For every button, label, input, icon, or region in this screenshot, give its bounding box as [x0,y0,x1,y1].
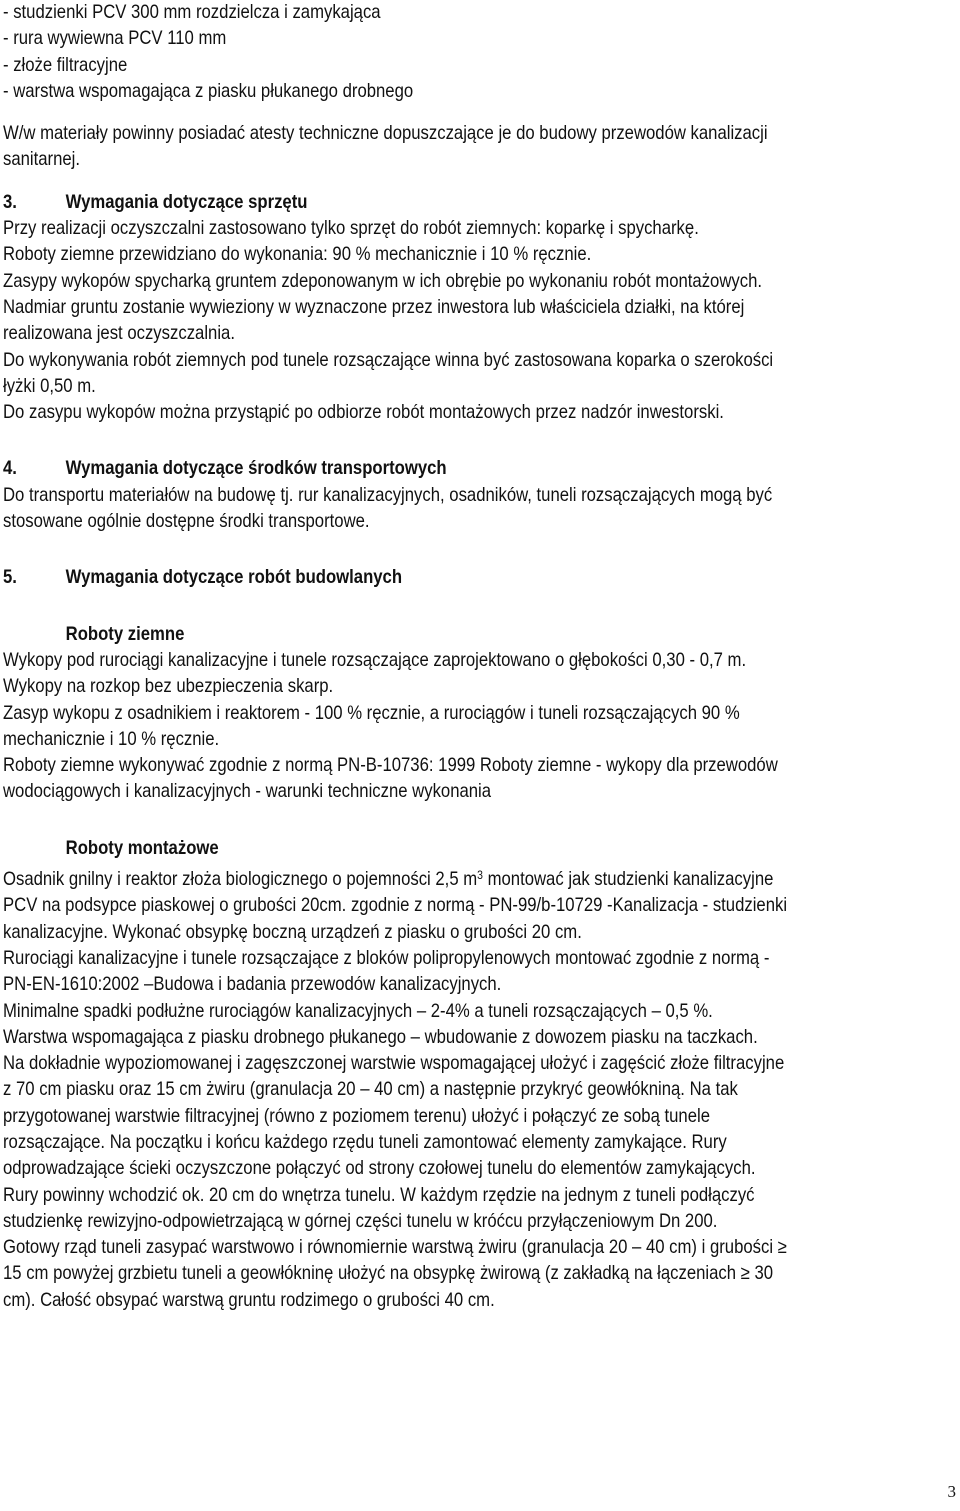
paragraph-line: PCV na podsypce piaskowej o grubości 20cm. zgodnie z normą - PN-99/b-10729 -Kanalizacja - studzienki [3,895,788,917]
paragraph-line: Zasyp wykopu z osadnikiem i reaktorem - 100 % ręcznie, a rurociągów i tuneli rozsączających 90 % [3,702,740,724]
paragraph-line: W/w materiały powinny posiadać atesty techniczne dopuszczające je do budowy przewodów kanalizacji [3,123,768,145]
subsection-title: Roboty ziemne [65,623,185,645]
paragraph-line: cm). Całość obsypać warstwą gruntu rodzimego o grubości 40 cm. [3,1289,495,1311]
text-span: Osadnik gnilny i reaktor złoża biologicznego o pojemności 2,5 m [3,869,478,891]
paragraph-line: Do zasypu wykopów można przystąpić po odbiorze robót montażowych przez nadzór inwestorski. [3,402,724,424]
document-page [3,0,948,1314]
paragraph-line: Warstwa wspomagająca z piasku drobnego płukanego – wbudowanie z dowozem piasku na taczkach. [3,1026,758,1048]
list-item: - studzienki PCV 300 mm rozdzielcza i zamykająca [3,2,381,23]
section-heading [3,565,825,591]
paragraph-line: realizowana jest oczyszczalnia. [3,323,235,345]
section-5 [3,565,948,1314]
section-4 [3,456,948,535]
section-number: 4. [3,458,17,480]
paragraph-line: Wykopy pod rurociągi kanalizacyjne i tunele rozsączające zaprojektowano o głębokości 0,30 - 0,7 m. [3,649,747,671]
paragraph-line: rozsączające. Na początku i końcu każdego rzędu tuneli zamontować elementy zamykające. Rury [3,1131,727,1153]
paragraph-line: Przy realizacji oczyszczalni zastosowano tylko sprzęt do robót ziemnych: koparkę i spycharkę. [3,218,699,240]
paragraph-line: Do wykonywania robót ziemnych pod tunele rozsączające winna być zastosowana koparka o szerokości [3,349,774,371]
page-number: 3 [947,1482,956,1501]
list-item: - rura wywiewna PCV 110 mm [3,28,227,50]
paragraph-line: Minimalne spadki podłużne rurociągów kanalizacyjnych – 2-4% a tuneli rozsączających – 0,5 %. [3,1000,713,1022]
paragraph-line: Roboty ziemne przewidziano do wykonania: 90 % mechanicznie i 10 % ręcznie. [3,244,592,266]
paragraph-line: przygotowanej warstwie filtracyjnej (równo z poziomem terenu) ułożyć i połączyć ze sobą tunele [3,1105,710,1127]
material-list [3,0,948,105]
section-title: Wymagania dotyczące robót budowlanych [65,567,403,589]
section-heading [3,190,825,216]
section-title: Wymagania dotyczące środków transportowych [65,458,447,480]
section-number: 3. [3,191,17,213]
paragraph-line: PN-EN-1610:2002 –Budowa i badania przewodów kanalizacyjnych. [3,974,502,996]
paragraph-line: odprowadzające ścieki oczyszczone połączyć od strony czołowej tunelu do elementów zamykających. [3,1158,756,1180]
paragraph-line: stosowane ogólnie dostępne środki transportowe. [3,511,370,533]
superscript: 3 [477,868,483,883]
paragraph-line: Zasypy wykopów spycharką gruntem zdeponowanym w ich obrębie po wykonaniu robót montażowych. [3,270,762,292]
paragraph-line: kanalizacyjne. Wykonać obsypkę boczną urządzeń z piasku o grubości 20 cm. [3,921,582,943]
paragraph-line: Wykopy na rozkop bez ubezpieczenia skarp. [3,676,334,698]
paragraph-line: mechanicznie i 10 % ręcznie. [3,728,220,750]
paragraph-line [3,862,825,893]
paragraph-line: 15 cm powyżej grzbietu tuneli a geowłókninę ułożyć na obsypkę żwirową (z zakładką na łączeniach ≥ 30 [3,1263,774,1285]
paragraph-line: studzienkę rewizyjno-odpowietrzającą w górnej części tunelu w króćcu przyłączeniowym Dn 200. [3,1210,718,1232]
paragraph-line: sanitarnej. [3,149,81,171]
paragraph-line: łyżki 0,50 m. [3,375,96,397]
section-title: Wymagania dotyczące sprzętu [65,191,308,213]
list-item: - warstwa wspomagająca z piasku płukanego drobnego [3,80,414,102]
text-span: montować jak studzienki kanalizacyjne [482,869,774,891]
subsection-roboty-ziemne [3,622,948,806]
subsection-title: Roboty montażowe [65,837,219,859]
paragraph-line: wodociągowych i kanalizacyjnych - warunki techniczne wykonania [3,781,492,803]
section-heading [3,456,825,482]
paragraph-line: Gotowy rząd tuneli zasypać warstwowo i równomiernie warstwą żwiru (granulacja 20 – 40 cm) i grubości ≥ [3,1237,787,1259]
paragraph-line: Do transportu materiałów na budowę tj. rur kanalizacyjnych, osadników, tuneli rozsączających mogą być [3,484,773,506]
paragraph-line: z 70 cm piasku oraz 15 cm żwiru (granulacja 20 – 40 cm) a następnie przykryć geowłókniną. Na tak [3,1079,738,1101]
section-number: 5. [3,567,17,589]
section-3 [3,190,948,427]
paragraph-line: Na dokładnie wypoziomowanej i zagęszczonej warstwie wspomagającej ułożyć i zagęścić złoże filtracyjne [3,1053,785,1075]
list-item: - złoże filtracyjne [3,54,128,76]
paragraph-line: Roboty ziemne wykonywać zgodnie z normą PN-B-10736: 1999 Roboty ziemne - wykopy dla przewodów [3,755,778,777]
intro-paragraph [3,121,948,174]
paragraph-line: Nadmiar gruntu zostanie wywieziony w wyznaczone przez inwestora lub właściciela działki, na której [3,296,745,318]
paragraph-line: Rury powinny wchodzić ok. 20 cm do wnętrza tunelu. W każdym rzędzie na jednym z tuneli podłączyć [3,1184,755,1206]
paragraph-line: Rurociągi kanalizacyjne i tunele rozsączające z bloków polipropylenowych montować zgodnie z normą - [3,947,770,969]
subsection-roboty-montazowe [3,836,948,1314]
